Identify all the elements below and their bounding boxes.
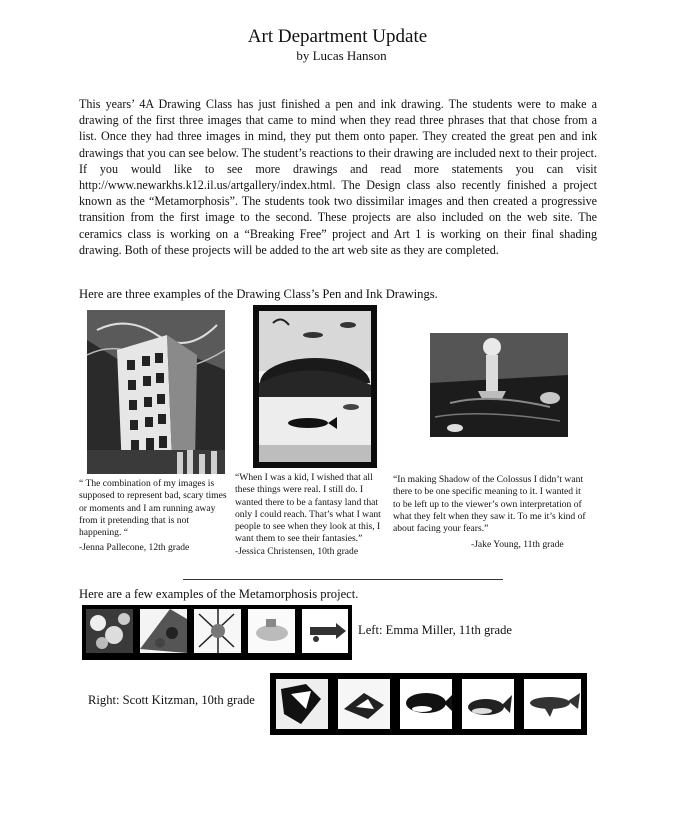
divider-rule bbox=[183, 579, 503, 580]
metamorphosis-frame bbox=[86, 609, 133, 653]
metamorphosis-left-label: Left: Emma Miller, 11th grade bbox=[358, 623, 512, 637]
caption-quote-1: “ The combination of my images is supposed to represent bad, scary times or moments and I am running away from it pretending that is not happening. “ bbox=[79, 478, 227, 539]
metamorphosis-frame bbox=[194, 609, 241, 653]
metamorphosis-strip-scott bbox=[270, 673, 587, 735]
caption-author-2: -Jessica Christensen, 10th grade bbox=[235, 545, 359, 557]
pen-ink-fantasy-drawing bbox=[253, 305, 377, 468]
caption-quote-2: “When I was a kid, I wished that all these things were real. I still do. I wanted there to be a fantasy land that only I could reach. That’s what I want people to see when they look at this, I want them to see their fantasies.” bbox=[235, 472, 381, 545]
metamorphosis-strip-emma bbox=[82, 605, 352, 660]
metamorphosis-frame bbox=[140, 609, 187, 653]
metamorphosis-frame bbox=[276, 679, 328, 729]
metamorphosis-right-label: Right: Scott Kitzman, 10th grade bbox=[88, 693, 255, 707]
metamorphosis-heading: Here are a few examples of the Metamorphosis project. bbox=[79, 587, 359, 601]
metamorphosis-frame bbox=[302, 609, 348, 653]
metamorphosis-frame bbox=[524, 679, 581, 729]
page-title: Art Department Update bbox=[247, 26, 428, 47]
metamorphosis-frame bbox=[248, 609, 295, 653]
pen-ink-building-drawing bbox=[87, 310, 225, 474]
caption-author-3: -Jake Young, 11th grade bbox=[471, 539, 564, 551]
drawings-heading: Here are three examples of the Drawing Class’s Pen and Ink Drawings. bbox=[79, 287, 438, 301]
metamorphosis-frame bbox=[462, 679, 514, 729]
metamorphosis-frame bbox=[400, 679, 452, 729]
caption-quote-3: “In making Shadow of the Colossus I didn’t want there to be one specific meaning to it. I wanted it to be left up to the viewer’s own interpretation of what they felt when they saw it. To me it’s kind of about facing your fears.” bbox=[393, 474, 586, 535]
metamorphosis-frame bbox=[338, 679, 390, 729]
caption-author-1: -Jenna Pallecone, 12th grade bbox=[79, 542, 190, 554]
byline: by Lucas Hanson bbox=[296, 48, 387, 63]
intro-paragraph: This years’ 4A Drawing Class has just finished a pen and ink drawing. The students were to make a drawing of the first three images that came to mind when they read three phrases that that chose from a list. Once they had three images in mind, they put them onto paper. They created the great pen and ink drawings that you can see below. The student’s reactions to their drawing are included next to their project. If you would like to see more drawings and read more statements you can visit http://www.newarkhs.k12.il.us/artgallery/index.html. The Design class also recently finished a project known as the “Metamorphosis”. The students took two dissimilar images and then created a progressive transition from the first image to the second. These projects are also included on the web site. The ceramics class is working on a “Breaking Free” project and Art 1 is working on their final shading drawing. Both of these projects will be added to the art web site as they are completed. bbox=[79, 97, 597, 257]
pen-ink-lighthouse-drawing bbox=[430, 333, 568, 437]
